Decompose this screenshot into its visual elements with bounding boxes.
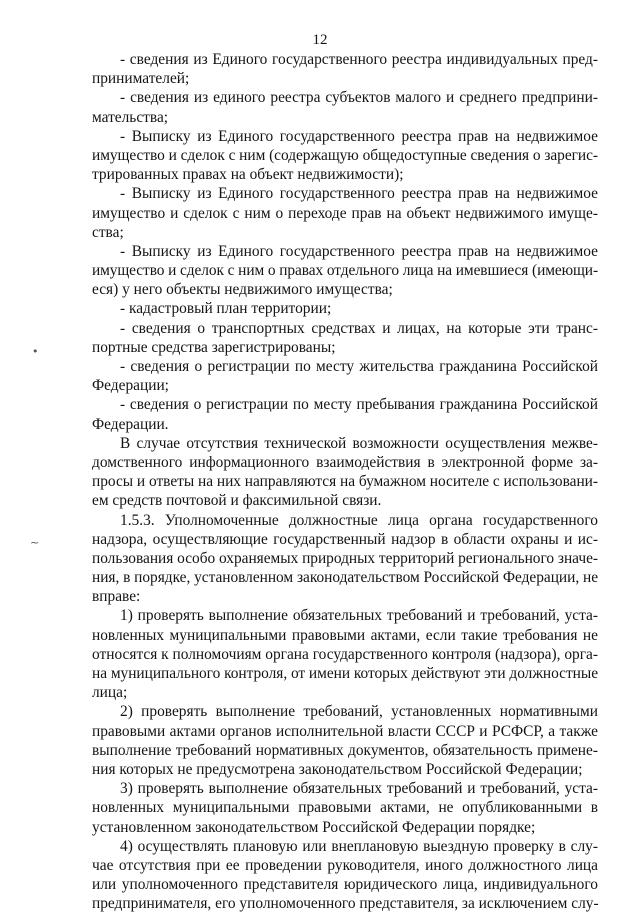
text-line: вправе: <box>92 588 141 606</box>
text-line: имущество и сделок с ним о правах отдельного лица на имевшиеся (имеющи- <box>92 262 598 280</box>
text-line: лица; <box>92 684 128 702</box>
text-line: - сведения о транспортных средствах и лицах, на которые эти транс- <box>120 319 598 337</box>
text-line: предпринимателя, его уполномоченного представителя, за исключением слу- <box>92 895 599 913</box>
text-line: Федерации. <box>92 415 169 433</box>
text-line: выполнение требований нормативных документов, обязательность примене- <box>92 741 598 759</box>
text-line: портные средства зарегистрированы; <box>92 338 336 356</box>
text-line: 3) проверять выполнение обязательных требований и требований, уста- <box>120 780 598 798</box>
text-line: ния, в порядке, установленном законодательством Российской Федерации, не <box>92 569 598 587</box>
text-line: новленных муниципальными правовыми актами, если такие требования не <box>92 626 598 644</box>
text-line: новленных муниципальными правовыми актами, не опубликованными в <box>92 799 598 817</box>
text-line: 2) проверять выполнение требований, установленных нормативными <box>120 703 598 721</box>
text-line: - Выписку из Единого государственного реестра прав на недвижимое <box>120 242 598 260</box>
text-line: 1) проверять выполнение обязательных требований и требований, уста- <box>120 607 598 625</box>
text-line: - сведения из единого реестра субъектов малого и среднего предприни- <box>120 89 598 107</box>
text-line: - сведения из Единого государственного реестра индивидуальных пред- <box>120 51 598 68</box>
page-number: 12 <box>312 32 328 48</box>
text-line: - сведения о регистрации по месту пребывания гражданина Российской <box>120 396 598 414</box>
text-line: просы и ответы на них направляются на бумажном носителе с использовани- <box>92 473 598 491</box>
text-line: ства; <box>92 223 124 241</box>
text-line: чае отсутствия при ее проведении руководителя, иного должностного лица <box>92 856 598 874</box>
text-line: имущество и сделок с ним (содержащую общедоступные сведения о зарегис- <box>92 146 598 164</box>
text-line: пользования особо охраняемых природных территорий регионального значе- <box>92 549 598 567</box>
text-line: - Выписку из Единого государственного реестра прав на недвижимое <box>120 185 598 203</box>
text-line: ем средств почтовой и факсимильной связи. <box>92 492 382 510</box>
text-line: В случае отсутствия технической возможности осуществления межве- <box>120 434 598 452</box>
text-line: имущество и сделок с ним о переходе прав на объект недвижимого имуще- <box>92 204 598 222</box>
text-line: мательства; <box>92 108 169 126</box>
text-line: установленном законодательством Российской Федерации порядке; <box>92 818 536 836</box>
text-line: или уполномоченного представителя юридического лица, индивидуального <box>92 876 598 894</box>
margin-mark: ~ <box>30 536 40 549</box>
text-line: домственного информационного взаимодействия в электронной форме за- <box>92 453 598 471</box>
text-line: относятся к полномочиям органа государственного контроля (надзора), орга- <box>92 645 598 663</box>
text-line: правовыми актами органов исполнительной власти СССР и РСФСР, а также <box>92 722 598 740</box>
text-line: 1.5.3. Уполномоченные должностные лица органа государственного <box>120 511 598 529</box>
text-line: трированных правах на объект недвижимости); <box>92 166 404 184</box>
text-line: - кадастровый план территории; <box>120 300 332 318</box>
margin-mark: • <box>32 345 39 358</box>
text-line: - Выписку из Единого государственного реестра прав на недвижимое <box>120 127 598 145</box>
text-line: надзора, осуществляющие государственный надзор в области охраны и ис- <box>92 530 598 548</box>
document-body <box>92 50 598 913</box>
text-line: на муниципального контроля, от имени которых действуют эти должностные <box>92 665 598 682</box>
text-line: - сведения о регистрации по месту жительства гражданина Российской <box>120 358 598 375</box>
text-line: 4) осуществлять плановую или внеплановую выездную проверку в слу- <box>120 837 598 855</box>
text-line: Федерации; <box>92 377 169 395</box>
text-line: еся) у него объекты недвижимого имущества; <box>92 281 393 299</box>
text-line: ния которых не предусмотрена законодательством Российской Федерации; <box>92 760 583 778</box>
text-line: принимателей; <box>92 70 190 88</box>
